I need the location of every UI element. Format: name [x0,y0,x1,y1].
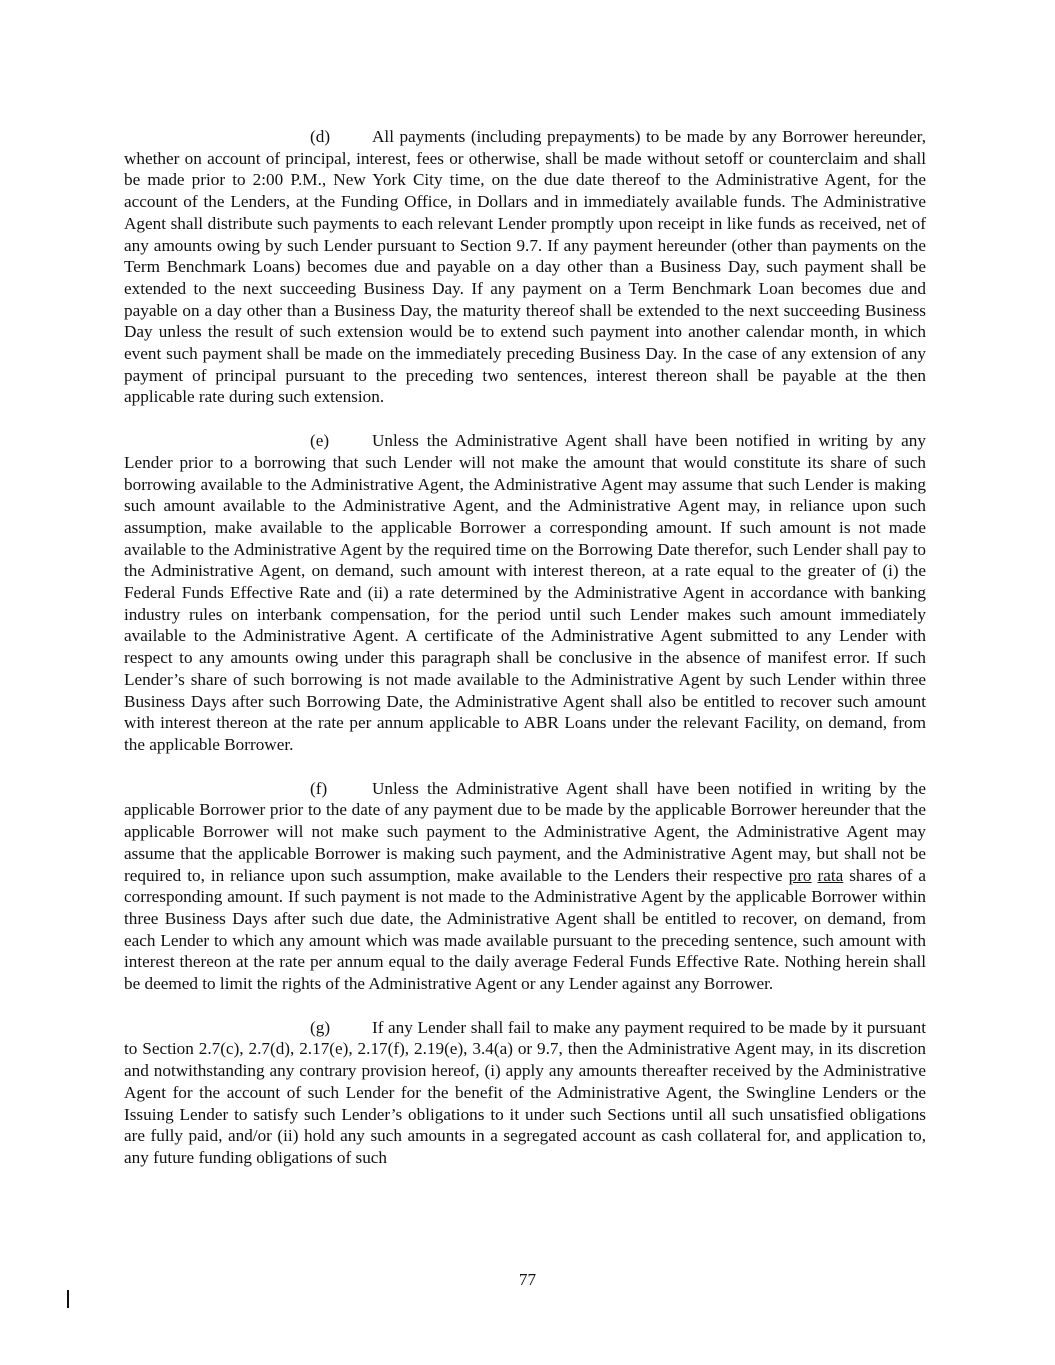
paragraph-text: Unless the Administrative Agent shall have been notified in writing by the applicable Borrower prior to the date of any payment due to be made by the applicable Borrower hereunder that the applicable Borrower will not make such payment to the Administrative Agent, the Administrative Agent may assume that the applicable Borrower is making such payment, and the Administrative Agent may, but shall not be required to, in reliance upon such assumption, make available to the Lenders their respective [124,778,926,885]
paragraph-e [124,430,926,756]
paragraph-label: (g) [310,1017,331,1037]
page-number: 77 [518,1270,537,1289]
paragraph-text: All payments (including prepayments) to be made by any Borrower hereunder, whether on account of principal, interest, fees or otherwise, shall be made without setoff or counterclaim and shall be made prior to 2:00 P.M., New York City time, on the due date thereof to the Administrative Agent, for the account of the Lenders, at the Funding Office, in Dollars and in immediately available funds. The Administrative Agent shall distribute such payments to each relevant Lender promptly upon receipt in like funds as received, net of any amounts owing by such Lender pursuant to Section 9.7. If any payment hereunder (other than payments on the Term Benchmark Loans) becomes due and payable on a day other than a Business Day, such payment shall be extended to the next succeeding Business Day. If any payment on a Term Benchmark Loan becomes due and payable on a day other than a Business Day, the maturity thereof shall be extended to the next succeeding Business Day unless the result of such extension would be to extend such payment into another calendar month, in which event such payment shall be made on the immediately preceding Business Day. In the case of any extension of any payment of principal pursuant to the preceding two sentences, interest thereon shall be payable at the then applicable rate during such extension. [124,127,926,407]
paragraph-f [124,778,926,995]
paragraph-label: (e) [310,431,330,451]
underlined-term-rata: rata [817,865,844,885]
document-body [124,126,926,1191]
paragraph-label: (f) [310,778,328,798]
margin-change-bar [67,1290,69,1308]
paragraph-text: If any Lender shall fail to make any payment required to be made by it pursuant to Section 2.7(c), 2.7(d), 2.17(e), 2.17(f), 2.19(e), 3.4(a) or 9.7, then the Administrative Agent may, in its discretion and notwithstanding any contrary provision hereof, (i) apply any amounts thereafter received by the Administrative Agent for the account of such Lender for the benefit of the Administrative Agent, the Swingline Lenders or the Issuing Lender to satisfy such Lender’s obligations to it under such Sections until all such unsatisfied obligations are fully paid, and/or (ii) hold any such amounts in a segregated account as cash collateral for, and application to, any future funding obligations of such [124,1017,926,1167]
paragraph-label: (d) [310,127,331,146]
paragraph-text: shares of a corresponding amount. If such payment is not made to the Administrative Agent by the applicable Borrower within three Business Days after such due date, the Administrative Agent shall be entitled to recover, on demand, from each Lender to which any amount which was made available pursuant to the preceding sentence, such amount with interest thereon at the rate per annum equal to the daily average Federal Funds Effective Rate. Nothing herein shall be deemed to limit the rights of the Administrative Agent or any Lender against any Borrower. [124,865,926,994]
underlined-term-pro: pro [788,865,812,885]
paragraph-g [124,1017,926,1169]
paragraph-d [124,126,926,408]
paragraph-text: Unless the Administrative Agent shall have been notified in writing by any Lender prior to a borrowing that such Lender will not make the amount that would constitute its share of such borrowing available to the Administrative Agent, the Administrative Agent may assume that such Lender is making such amount available to the Administrative Agent, and the Administrative Agent may, in reliance upon such assumption, make available to the applicable Borrower a corresponding amount. If such amount is not made available to the Administrative Agent by the required time on the Borrowing Date therefor, such Lender shall pay to the Administrative Agent, on demand, such amount with interest thereon, at a rate equal to the greater of (i) the Federal Funds Effective Rate and (ii) a rate determined by the Administrative Agent in accordance with banking industry rules on interbank compensation, for the period until such Lender makes such amount immediately available to the Administrative Agent. A certificate of the Administrative Agent submitted to any Lender with respect to any amounts owing under this paragraph shall be conclusive in the absence of manifest error. If such Lender’s share of such borrowing is not made available to the Administrative Agent by such Lender within three Business Days after such Borrowing Date, the Administrative Agent shall also be entitled to recover such amount with interest thereon at the rate per annum applicable to ABR Loans under the relevant Facility, on demand, from the applicable Borrower. [124,431,926,754]
